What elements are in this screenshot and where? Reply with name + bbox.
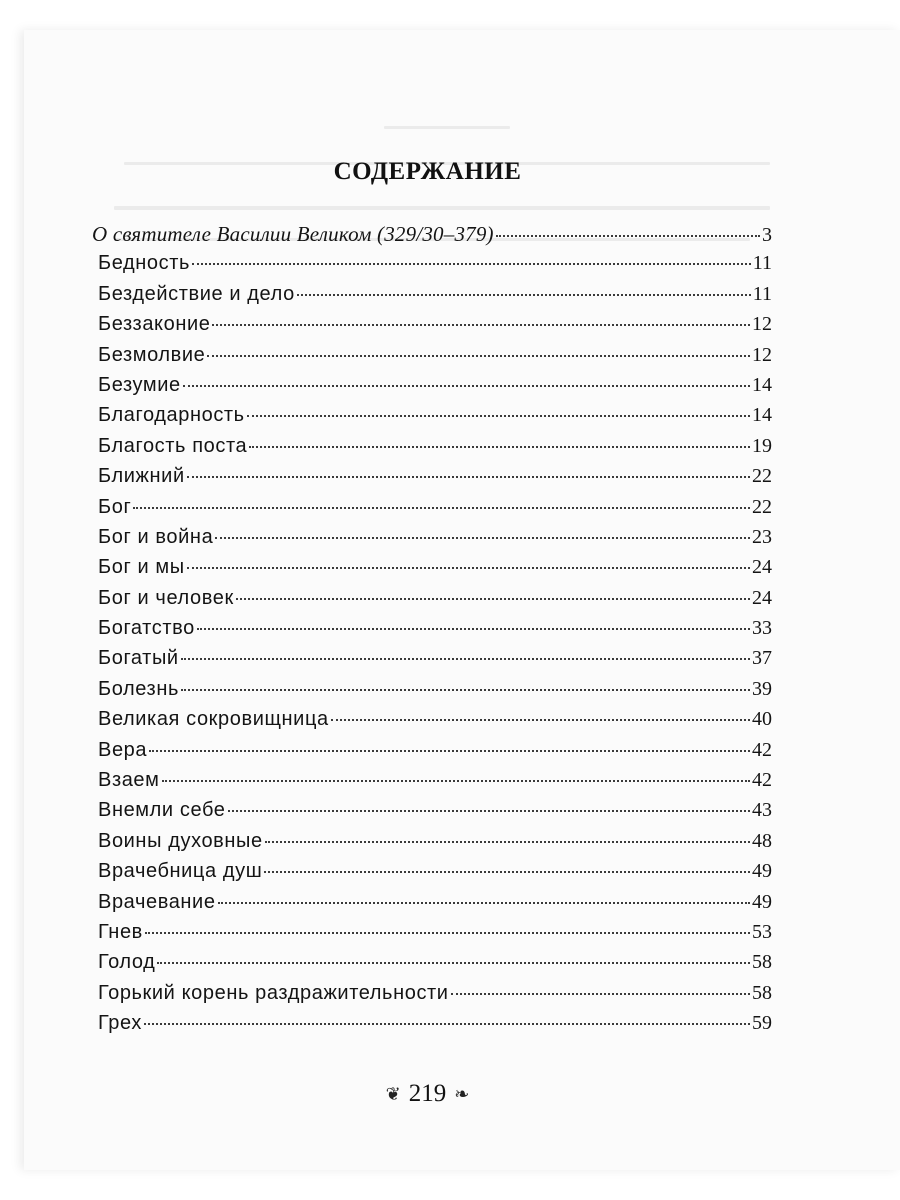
dot-leader [181,658,750,660]
toc-entry-title: Болезнь [98,677,179,700]
dot-leader [192,263,751,265]
table-of-contents [92,222,772,1043]
toc-entry-page: 58 [752,981,772,1004]
toc-entry [92,556,772,586]
toc-entry [92,526,772,556]
toc-entry [92,435,772,465]
toc-entry-title: Безмолвие [98,343,206,366]
dot-leader [451,993,750,995]
toc-entry-page: 49 [752,890,772,913]
toc-entry-title: Внемли себе [98,799,226,822]
toc-entry [92,465,772,495]
toc-entry-page: 12 [752,343,772,366]
toc-entry-title: Бог и мы [98,556,185,579]
dot-leader [264,871,750,873]
toc-entry-page: 40 [752,708,772,731]
dot-leader [197,628,750,630]
toc-entry-page: 22 [752,495,772,518]
toc-entry-title: Горький корень раздражительности [98,981,449,1004]
toc-entry-page: 3 [762,224,772,246]
toc-entry-page: 49 [752,860,772,883]
toc-entry-title: Богатство [98,617,195,640]
toc-entry-title: Бог и человек [98,586,234,609]
toc-entry-page: 42 [752,769,772,792]
dot-leader [331,719,750,721]
toc-entry-title: Бог [98,495,132,518]
toc-entry-page: 14 [752,404,772,427]
toc-entry-title: Гнев [98,920,143,943]
toc-entry [92,708,772,738]
page-title: СОДЕРЖАНИЕ [333,158,522,185]
toc-entry-title: Благость поста [98,434,248,457]
toc-entry-title: Благодарность [98,404,245,427]
dot-leader [212,324,750,326]
toc-entry-title: Голод [98,951,156,974]
toc-entry [92,1012,772,1042]
dot-leader [247,415,750,417]
toc-entry [92,496,772,526]
toc-entry [92,647,772,677]
toc-entry-page: 19 [752,434,772,457]
toc-entry [92,739,772,769]
toc-entry [92,830,772,860]
toc-entry [92,799,772,829]
toc-entry [92,982,772,1012]
toc-entry [92,404,772,434]
toc-entry [92,374,772,404]
page-footer [0,1080,855,1108]
dot-leader [144,1023,750,1025]
ornament-left-icon: ❦ [385,1083,401,1105]
toc-entry-page: 43 [752,799,772,822]
toc-entry [92,344,772,374]
toc-entry [92,860,772,890]
toc-entry-page: 59 [752,1012,772,1035]
toc-entry-title: Взаем [98,769,160,792]
toc-entry-page: 53 [752,920,772,943]
toc-entry [92,587,772,617]
toc-entry [92,951,772,981]
toc-entry [92,252,772,282]
toc-entry-page: 14 [752,373,772,396]
toc-entry-title: Врачебница душ [98,860,263,883]
toc-entry-title: Грех [98,1012,142,1035]
toc-entry [92,283,772,313]
toc-entry-title: О святителе Василии Великом (329/30–379) [92,222,494,246]
dot-leader [249,446,750,448]
toc-entry-title: Ближний [98,465,185,488]
toc-entry-page: 11 [752,252,772,275]
toc-entry [92,891,772,921]
toc-entry [92,678,772,708]
dot-leader [228,810,750,812]
toc-entry [92,921,772,951]
page-number: 219 [408,1080,447,1107]
bleed-through-text [384,126,510,129]
ornament-right-icon: ❧ [454,1083,470,1105]
toc-entry-page: 23 [752,525,772,548]
toc-entry-page: 42 [752,738,772,761]
toc-entry-title: Безумие [98,373,181,396]
toc-entry-page: 11 [752,282,772,305]
dot-leader [187,476,750,478]
bleed-through-text [114,206,770,210]
dot-leader [145,932,750,934]
dot-leader [181,689,750,691]
toc-entry-title: Воины духовные [98,829,263,852]
dot-leader [187,567,750,569]
dot-leader [157,962,750,964]
toc-entry-title: Бедность [98,252,191,275]
toc-entry-page: 12 [752,313,772,336]
toc-entry [92,617,772,647]
dot-leader [265,841,750,843]
toc-entry-title: Бездействие и дело [98,282,295,305]
toc-entry-title: Врачевание [98,890,216,913]
toc-entry-title: Вера [98,738,148,761]
toc-entry-page: 33 [752,617,772,640]
toc-entry-page: 48 [752,829,772,852]
dot-leader [133,507,750,509]
toc-entry [92,313,772,343]
dot-leader [162,780,750,782]
dot-leader [297,294,751,296]
toc-entry-title: Богатый [98,647,179,670]
toc-entry-page: 24 [752,556,772,579]
toc-entry-title: Бог и война [98,525,214,548]
toc-entry [92,769,772,799]
toc-entry-title: Великая сокровищница [98,708,329,731]
dot-leader [496,235,760,237]
dot-leader [207,355,750,357]
toc-entry-title: Беззаконие [98,313,211,336]
toc-entry-page: 22 [752,465,772,488]
toc-entry-intro [92,222,772,252]
toc-entry-page: 58 [752,951,772,974]
toc-entry-page: 39 [752,677,772,700]
dot-leader [236,598,750,600]
dot-leader [218,902,750,904]
dot-leader [149,750,750,752]
toc-entry-page: 24 [752,586,772,609]
dot-leader [183,385,750,387]
toc-entry-page: 37 [752,647,772,670]
dot-leader [215,537,750,539]
